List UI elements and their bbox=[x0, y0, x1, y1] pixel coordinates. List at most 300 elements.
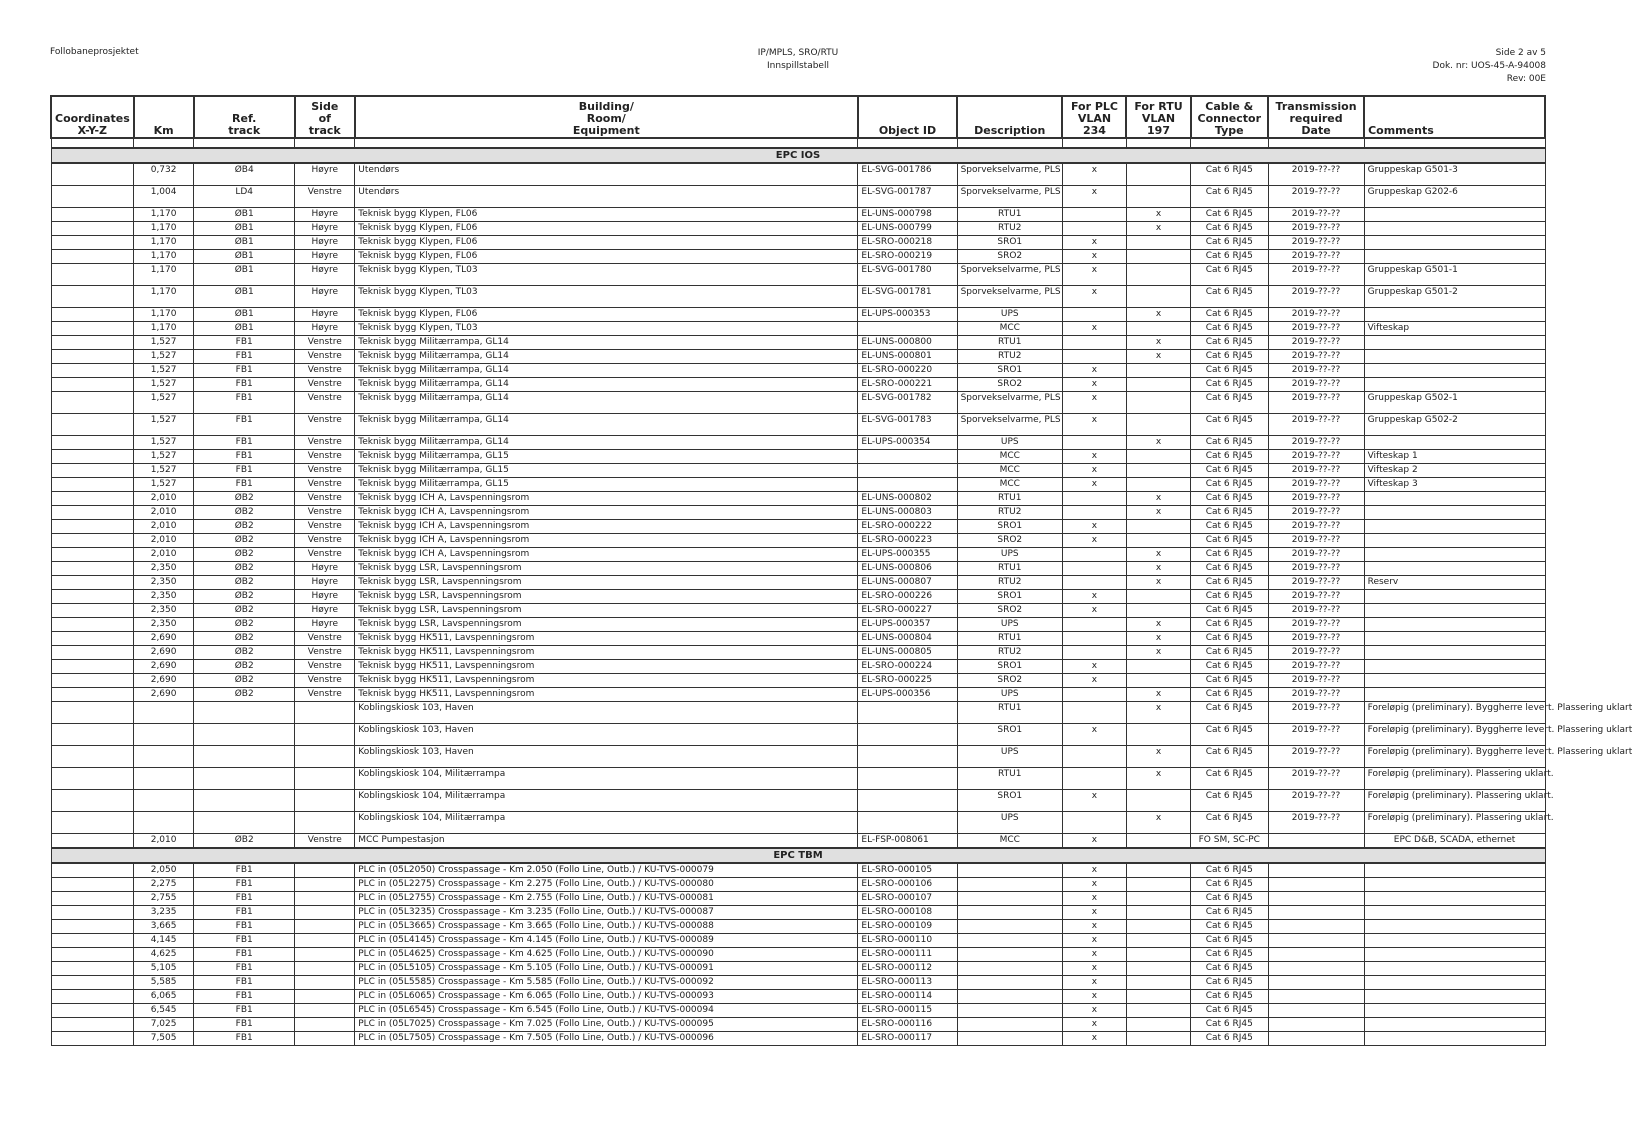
cell-date: 2019-??-?? bbox=[1268, 222, 1364, 236]
cell-rtu bbox=[1126, 590, 1190, 604]
cell-km: 1,004 bbox=[134, 186, 194, 208]
cell-plc: x bbox=[1062, 906, 1126, 920]
cell-com: Gruppeskap G501-2 bbox=[1364, 286, 1545, 308]
cell-side: Høyre bbox=[295, 208, 355, 222]
cell-km: 2,010 bbox=[134, 548, 194, 562]
cell-com bbox=[1364, 520, 1545, 534]
table-body bbox=[51, 148, 1632, 1046]
cell-com bbox=[1364, 1004, 1545, 1018]
cell-com bbox=[1364, 618, 1545, 632]
cell-com: Gruppeskap G502-1 bbox=[1364, 392, 1545, 414]
cell-km: 5,585 bbox=[134, 976, 194, 990]
cell-ref: FB1 bbox=[194, 878, 295, 892]
cell-cable: Cat 6 RJ45 bbox=[1191, 646, 1268, 660]
cell-side: Høyre bbox=[295, 322, 355, 336]
cell-obj: EL-SRO-000113 bbox=[858, 976, 957, 990]
cell-km: 1,527 bbox=[134, 464, 194, 478]
cell-plc: x bbox=[1062, 590, 1126, 604]
cell-coord bbox=[51, 520, 134, 534]
cell-date bbox=[1268, 962, 1364, 976]
document-title-line1: IP/MPLS, SRO/RTU bbox=[757, 48, 839, 58]
cell-cable: Cat 6 RJ45 bbox=[1191, 336, 1268, 350]
cell-rtu bbox=[1126, 660, 1190, 674]
cell-km: 1,527 bbox=[134, 436, 194, 450]
cell-plc bbox=[1062, 506, 1126, 520]
cell-ref: FB1 bbox=[194, 892, 295, 906]
cell-km: 2,010 bbox=[134, 520, 194, 534]
cell-coord bbox=[51, 590, 134, 604]
cell-com bbox=[1364, 948, 1545, 962]
cell-ref: ØB2 bbox=[194, 506, 295, 520]
cell-km: 2,350 bbox=[134, 604, 194, 618]
cell-cable: Cat 6 RJ45 bbox=[1191, 506, 1268, 520]
cell-cable: Cat 6 RJ45 bbox=[1191, 414, 1268, 436]
cell-desc bbox=[957, 1018, 1062, 1032]
cell-ref: FB1 bbox=[194, 906, 295, 920]
cell-rtu bbox=[1126, 604, 1190, 618]
cell-cable: Cat 6 RJ45 bbox=[1191, 392, 1268, 414]
cell-ref: ØB1 bbox=[194, 308, 295, 322]
table-row bbox=[51, 364, 1545, 378]
cell-ref: ØB2 bbox=[194, 834, 295, 849]
cell-obj: EL-UNS-000799 bbox=[858, 222, 957, 236]
header-row bbox=[51, 96, 1545, 138]
cell-side bbox=[295, 768, 355, 790]
cell-desc: UPS bbox=[957, 746, 1062, 768]
cell-km bbox=[134, 702, 194, 724]
cell-bld: Teknisk bygg Militærrampa, GL14 bbox=[355, 414, 858, 436]
cell-coord bbox=[51, 702, 134, 724]
cell-obj bbox=[858, 812, 957, 834]
cell-desc bbox=[957, 1032, 1062, 1046]
table-row bbox=[51, 746, 1545, 768]
cell-date: 2019-??-?? bbox=[1268, 414, 1364, 436]
cell-obj: EL-UNS-000801 bbox=[858, 350, 957, 364]
cell-obj: EL-UPS-000354 bbox=[858, 436, 957, 450]
section-title: EPC IOS bbox=[51, 148, 1545, 163]
cell-rtu bbox=[1126, 948, 1190, 962]
cell-side bbox=[295, 746, 355, 768]
cell-ref: ØB4 bbox=[194, 163, 295, 186]
cell-plc: x bbox=[1062, 660, 1126, 674]
cell-side: Venstre bbox=[295, 520, 355, 534]
section-header bbox=[51, 148, 1545, 163]
cell-obj bbox=[858, 768, 957, 790]
cell-obj: EL-SRO-000223 bbox=[858, 534, 957, 548]
cell-bld: PLC in (05L3235) Crosspassage - Km 3.235 (Follo Line, Outb.) / KU-TVS-000087 bbox=[355, 906, 858, 920]
cell-coord bbox=[51, 674, 134, 688]
cell-desc: SRO2 bbox=[957, 604, 1062, 618]
cell-obj: EL-SRO-000111 bbox=[858, 948, 957, 962]
cell-plc: x bbox=[1062, 863, 1126, 878]
cell-desc bbox=[957, 962, 1062, 976]
cell-bld: Teknisk bygg Klypen, TL03 bbox=[355, 322, 858, 336]
cell-cable: Cat 6 RJ45 bbox=[1191, 702, 1268, 724]
cell-coord bbox=[51, 534, 134, 548]
cell-bld: Koblingskiosk 103, Haven bbox=[355, 724, 858, 746]
cell-rtu bbox=[1126, 863, 1190, 878]
cell-cable: Cat 6 RJ45 bbox=[1191, 863, 1268, 878]
cell-desc: SRO1 bbox=[957, 590, 1062, 604]
cell-bld: Koblingskiosk 103, Haven bbox=[355, 746, 858, 768]
cell-side: Venstre bbox=[295, 834, 355, 849]
cell-cable: Cat 6 RJ45 bbox=[1191, 724, 1268, 746]
cell-rtu: x bbox=[1126, 618, 1190, 632]
cell-bld: Teknisk bygg LSR, Lavspenningsrom bbox=[355, 604, 858, 618]
cell-bld: Teknisk bygg HK511, Lavspenningsrom bbox=[355, 632, 858, 646]
cell-obj: EL-SRO-000109 bbox=[858, 920, 957, 934]
table-row bbox=[51, 1004, 1545, 1018]
cell-side bbox=[295, 962, 355, 976]
cell-coord bbox=[51, 286, 134, 308]
cell-ref: ØB2 bbox=[194, 604, 295, 618]
cell-obj: EL-SRO-000218 bbox=[858, 236, 957, 250]
cell-ref: LD4 bbox=[194, 186, 295, 208]
cell-side: Høyre bbox=[295, 562, 355, 576]
cell-plc: x bbox=[1062, 920, 1126, 934]
cell-bld: PLC in (05L5585) Crosspassage - Km 5.585 (Follo Line, Outb.) / KU-TVS-000092 bbox=[355, 976, 858, 990]
table-row bbox=[51, 834, 1545, 849]
cell-plc: x bbox=[1062, 378, 1126, 392]
cell-coord bbox=[51, 724, 134, 746]
table-row bbox=[51, 674, 1545, 688]
cell-ref: ØB1 bbox=[194, 208, 295, 222]
cell-side bbox=[295, 724, 355, 746]
table-row bbox=[51, 632, 1545, 646]
cell-ref: FB1 bbox=[194, 336, 295, 350]
cell-com bbox=[1364, 906, 1545, 920]
table-row bbox=[51, 520, 1545, 534]
cell-coord bbox=[51, 264, 134, 286]
cell-cable: Cat 6 RJ45 bbox=[1191, 1032, 1268, 1046]
col-description: Description bbox=[957, 96, 1062, 138]
cell-ref bbox=[194, 812, 295, 834]
cell-coord bbox=[51, 506, 134, 520]
cell-bld: Teknisk bygg Klypen, FL06 bbox=[355, 208, 858, 222]
cell-date bbox=[1268, 920, 1364, 934]
cell-rtu bbox=[1126, 392, 1190, 414]
cell-coord bbox=[51, 576, 134, 590]
cell-bld: PLC in (05L5105) Crosspassage - Km 5.105 (Follo Line, Outb.) / KU-TVS-000091 bbox=[355, 962, 858, 976]
cell-obj: EL-SVG-001782 bbox=[858, 392, 957, 414]
cell-date: 2019-??-?? bbox=[1268, 308, 1364, 322]
cell-rtu bbox=[1126, 674, 1190, 688]
cell-rtu bbox=[1126, 906, 1190, 920]
cell-obj: EL-SRO-000114 bbox=[858, 990, 957, 1004]
input-table bbox=[50, 95, 1632, 1046]
table-row bbox=[51, 906, 1545, 920]
cell-cable: Cat 6 RJ45 bbox=[1191, 576, 1268, 590]
cell-rtu: x bbox=[1126, 812, 1190, 834]
cell-km: 1,527 bbox=[134, 350, 194, 364]
cell-obj: EL-SRO-000227 bbox=[858, 604, 957, 618]
cell-desc: SRO1 bbox=[957, 660, 1062, 674]
cell-desc: RTU1 bbox=[957, 492, 1062, 506]
cell-ref: ØB1 bbox=[194, 322, 295, 336]
table-row bbox=[51, 236, 1545, 250]
cell-desc: RTU1 bbox=[957, 208, 1062, 222]
cell-com: Vifteskap bbox=[1364, 322, 1545, 336]
cell-coord bbox=[51, 236, 134, 250]
cell-km: 2,010 bbox=[134, 834, 194, 849]
table-row bbox=[51, 892, 1545, 906]
cell-cable: Cat 6 RJ45 bbox=[1191, 436, 1268, 450]
cell-coord bbox=[51, 562, 134, 576]
cell-plc: x bbox=[1062, 990, 1126, 1004]
cell-plc: x bbox=[1062, 834, 1126, 849]
cell-coord bbox=[51, 863, 134, 878]
table-row bbox=[51, 688, 1545, 702]
cell-com bbox=[1364, 590, 1545, 604]
cell-desc bbox=[957, 948, 1062, 962]
cell-km bbox=[134, 724, 194, 746]
table-row bbox=[51, 576, 1545, 590]
cell-com bbox=[1364, 548, 1545, 562]
table-row bbox=[51, 478, 1545, 492]
page-number: Side 2 av 5 bbox=[1495, 48, 1546, 58]
cell-plc bbox=[1062, 632, 1126, 646]
header-spacer-row bbox=[51, 138, 1545, 148]
cell-bld: Teknisk bygg HK511, Lavspenningsrom bbox=[355, 646, 858, 660]
cell-rtu bbox=[1126, 724, 1190, 746]
cell-com bbox=[1364, 604, 1545, 618]
cell-obj bbox=[858, 702, 957, 724]
table-row bbox=[51, 812, 1545, 834]
cell-date bbox=[1268, 1018, 1364, 1032]
cell-side: Venstre bbox=[295, 548, 355, 562]
cell-obj bbox=[858, 724, 957, 746]
cell-plc bbox=[1062, 222, 1126, 236]
cell-plc: x bbox=[1062, 364, 1126, 378]
cell-rtu bbox=[1126, 834, 1190, 849]
table-row bbox=[51, 724, 1545, 746]
cell-rtu: x bbox=[1126, 548, 1190, 562]
table-row bbox=[51, 562, 1545, 576]
cell-bld: Teknisk bygg Klypen, TL03 bbox=[355, 264, 858, 286]
cell-side: Høyre bbox=[295, 604, 355, 618]
cell-date bbox=[1268, 892, 1364, 906]
cell-coord bbox=[51, 1018, 134, 1032]
cell-plc: x bbox=[1062, 892, 1126, 906]
cell-plc bbox=[1062, 208, 1126, 222]
cell-coord bbox=[51, 660, 134, 674]
cell-date bbox=[1268, 878, 1364, 892]
cell-rtu: x bbox=[1126, 646, 1190, 660]
cell-obj: EL-SVG-001781 bbox=[858, 286, 957, 308]
cell-cable: Cat 6 RJ45 bbox=[1191, 163, 1268, 186]
cell-coord bbox=[51, 892, 134, 906]
cell-plc: x bbox=[1062, 1032, 1126, 1046]
cell-com bbox=[1364, 308, 1545, 322]
cell-obj bbox=[858, 478, 957, 492]
cell-ref: FB1 bbox=[194, 948, 295, 962]
table-row bbox=[51, 534, 1545, 548]
cell-km bbox=[134, 790, 194, 812]
cell-cable: Cat 6 RJ45 bbox=[1191, 660, 1268, 674]
cell-cable: Cat 6 RJ45 bbox=[1191, 990, 1268, 1004]
cell-cable: Cat 6 RJ45 bbox=[1191, 562, 1268, 576]
cell-plc: x bbox=[1062, 163, 1126, 186]
cell-date: 2019-??-?? bbox=[1268, 632, 1364, 646]
cell-ref bbox=[194, 790, 295, 812]
project-name: Follobaneprosjektet bbox=[50, 47, 139, 57]
cell-plc: x bbox=[1062, 186, 1126, 208]
cell-obj: EL-SVG-001783 bbox=[858, 414, 957, 436]
cell-plc: x bbox=[1062, 724, 1126, 746]
cell-com bbox=[1364, 660, 1545, 674]
cell-plc bbox=[1062, 308, 1126, 322]
cell-desc: SRO1 bbox=[957, 520, 1062, 534]
cell-km: 1,527 bbox=[134, 392, 194, 414]
col-plc-vlan: For PLC VLAN 234 bbox=[1062, 96, 1126, 138]
cell-km: 2,350 bbox=[134, 562, 194, 576]
cell-coord bbox=[51, 378, 134, 392]
cell-date: 2019-??-?? bbox=[1268, 562, 1364, 576]
cell-bld: Koblingskiosk 103, Haven bbox=[355, 702, 858, 724]
cell-date: 2019-??-?? bbox=[1268, 464, 1364, 478]
cell-coord bbox=[51, 618, 134, 632]
cell-cable: Cat 6 RJ45 bbox=[1191, 604, 1268, 618]
cell-rtu bbox=[1126, 976, 1190, 990]
cell-cable: Cat 6 RJ45 bbox=[1191, 478, 1268, 492]
cell-com: Vifteskap 2 bbox=[1364, 464, 1545, 478]
cell-plc: x bbox=[1062, 322, 1126, 336]
col-km: Km bbox=[134, 96, 194, 138]
cell-plc: x bbox=[1062, 478, 1126, 492]
cell-km: 0,732 bbox=[134, 163, 194, 186]
cell-ref: ØB2 bbox=[194, 534, 295, 548]
cell-date: 2019-??-?? bbox=[1268, 506, 1364, 520]
cell-rtu: x bbox=[1126, 576, 1190, 590]
table-row bbox=[51, 976, 1545, 990]
cell-com bbox=[1364, 1032, 1545, 1046]
cell-cable: Cat 6 RJ45 bbox=[1191, 632, 1268, 646]
cell-bld: PLC in (05L2275) Crosspassage - Km 2.275 (Follo Line, Outb.) / KU-TVS-000080 bbox=[355, 878, 858, 892]
cell-cable: Cat 6 RJ45 bbox=[1191, 590, 1268, 604]
cell-obj: EL-SRO-000108 bbox=[858, 906, 957, 920]
cell-coord bbox=[51, 632, 134, 646]
cell-bld: Utendørs bbox=[355, 163, 858, 186]
cell-km: 2,350 bbox=[134, 618, 194, 632]
cell-desc: UPS bbox=[957, 812, 1062, 834]
cell-bld: Teknisk bygg Klypen, FL06 bbox=[355, 236, 858, 250]
cell-bld: PLC in (05L6545) Crosspassage - Km 6.545 (Follo Line, Outb.) / KU-TVS-000094 bbox=[355, 1004, 858, 1018]
cell-desc: UPS bbox=[957, 436, 1062, 450]
cell-date bbox=[1268, 976, 1364, 990]
cell-desc: UPS bbox=[957, 688, 1062, 702]
cell-bld: Teknisk bygg ICH A, Lavspenningsrom bbox=[355, 492, 858, 506]
document-meta bbox=[1433, 47, 1546, 86]
cell-date bbox=[1268, 906, 1364, 920]
cell-cable: Cat 6 RJ45 bbox=[1191, 186, 1268, 208]
table-row bbox=[51, 186, 1545, 208]
cell-com bbox=[1364, 236, 1545, 250]
cell-cable: Cat 6 RJ45 bbox=[1191, 812, 1268, 834]
cell-bld: Teknisk bygg HK511, Lavspenningsrom bbox=[355, 660, 858, 674]
cell-date: 2019-??-?? bbox=[1268, 492, 1364, 506]
cell-plc bbox=[1062, 702, 1126, 724]
cell-side: Venstre bbox=[295, 534, 355, 548]
cell-bld: Teknisk bygg Militærrampa, GL14 bbox=[355, 350, 858, 364]
table-row bbox=[51, 336, 1545, 350]
cell-km bbox=[134, 812, 194, 834]
cell-plc: x bbox=[1062, 264, 1126, 286]
cell-plc: x bbox=[1062, 790, 1126, 812]
cell-desc: Sporvekselvarme, PLS bbox=[957, 186, 1062, 208]
cell-side bbox=[295, 906, 355, 920]
cell-coord bbox=[51, 976, 134, 990]
cell-rtu bbox=[1126, 322, 1190, 336]
cell-date bbox=[1268, 1032, 1364, 1046]
cell-desc bbox=[957, 990, 1062, 1004]
cell-ref: ØB2 bbox=[194, 492, 295, 506]
cell-coord bbox=[51, 414, 134, 436]
cell-obj: EL-SRO-000110 bbox=[858, 934, 957, 948]
cell-bld: Teknisk bygg Militærrampa, GL15 bbox=[355, 478, 858, 492]
cell-desc: RTU2 bbox=[957, 350, 1062, 364]
cell-side: Høyre bbox=[295, 250, 355, 264]
cell-obj: EL-SRO-000220 bbox=[858, 364, 957, 378]
cell-side bbox=[295, 863, 355, 878]
cell-date: 2019-??-?? bbox=[1268, 364, 1364, 378]
cell-km bbox=[134, 746, 194, 768]
cell-com bbox=[1364, 920, 1545, 934]
cell-plc bbox=[1062, 562, 1126, 576]
cell-km: 1,527 bbox=[134, 478, 194, 492]
cell-ref: ØB2 bbox=[194, 520, 295, 534]
cell-coord bbox=[51, 450, 134, 464]
cell-cable: Cat 6 RJ45 bbox=[1191, 790, 1268, 812]
cell-side: Venstre bbox=[295, 350, 355, 364]
table-row bbox=[51, 250, 1545, 264]
cell-com: Foreløpig (preliminary). Byggherre levert. Plassering uklart bbox=[1364, 724, 1545, 746]
cell-cable: Cat 6 RJ45 bbox=[1191, 948, 1268, 962]
cell-km: 1,170 bbox=[134, 250, 194, 264]
cell-plc bbox=[1062, 812, 1126, 834]
cell-coord bbox=[51, 688, 134, 702]
cell-ref: FB1 bbox=[194, 1018, 295, 1032]
cell-cable: Cat 6 RJ45 bbox=[1191, 464, 1268, 478]
cell-cable: Cat 6 RJ45 bbox=[1191, 878, 1268, 892]
cell-ref: FB1 bbox=[194, 863, 295, 878]
cell-com: Gruppeskap G501-3 bbox=[1364, 163, 1545, 186]
cell-plc: x bbox=[1062, 414, 1126, 436]
cell-cable: Cat 6 RJ45 bbox=[1191, 322, 1268, 336]
cell-rtu: x bbox=[1126, 222, 1190, 236]
cell-date: 2019-??-?? bbox=[1268, 790, 1364, 812]
cell-desc bbox=[957, 934, 1062, 948]
cell-com bbox=[1364, 878, 1545, 892]
cell-side: Høyre bbox=[295, 286, 355, 308]
cell-date: 2019-??-?? bbox=[1268, 163, 1364, 186]
cell-side bbox=[295, 702, 355, 724]
cell-obj: EL-SRO-000221 bbox=[858, 378, 957, 392]
cell-date bbox=[1268, 1004, 1364, 1018]
cell-ref bbox=[194, 746, 295, 768]
cell-coord bbox=[51, 436, 134, 450]
cell-cable: Cat 6 RJ45 bbox=[1191, 674, 1268, 688]
cell-com bbox=[1364, 350, 1545, 364]
cell-km: 1,170 bbox=[134, 208, 194, 222]
cell-desc: SRO2 bbox=[957, 674, 1062, 688]
cell-cable: FO SM, SC-PC bbox=[1191, 834, 1268, 849]
cell-plc: x bbox=[1062, 250, 1126, 264]
cell-desc: Sporvekselvarme, PLS bbox=[957, 392, 1062, 414]
cell-desc: MCC bbox=[957, 834, 1062, 849]
cell-bld: Teknisk bygg Klypen, FL06 bbox=[355, 222, 858, 236]
cell-ref: FB1 bbox=[194, 976, 295, 990]
cell-plc bbox=[1062, 350, 1126, 364]
